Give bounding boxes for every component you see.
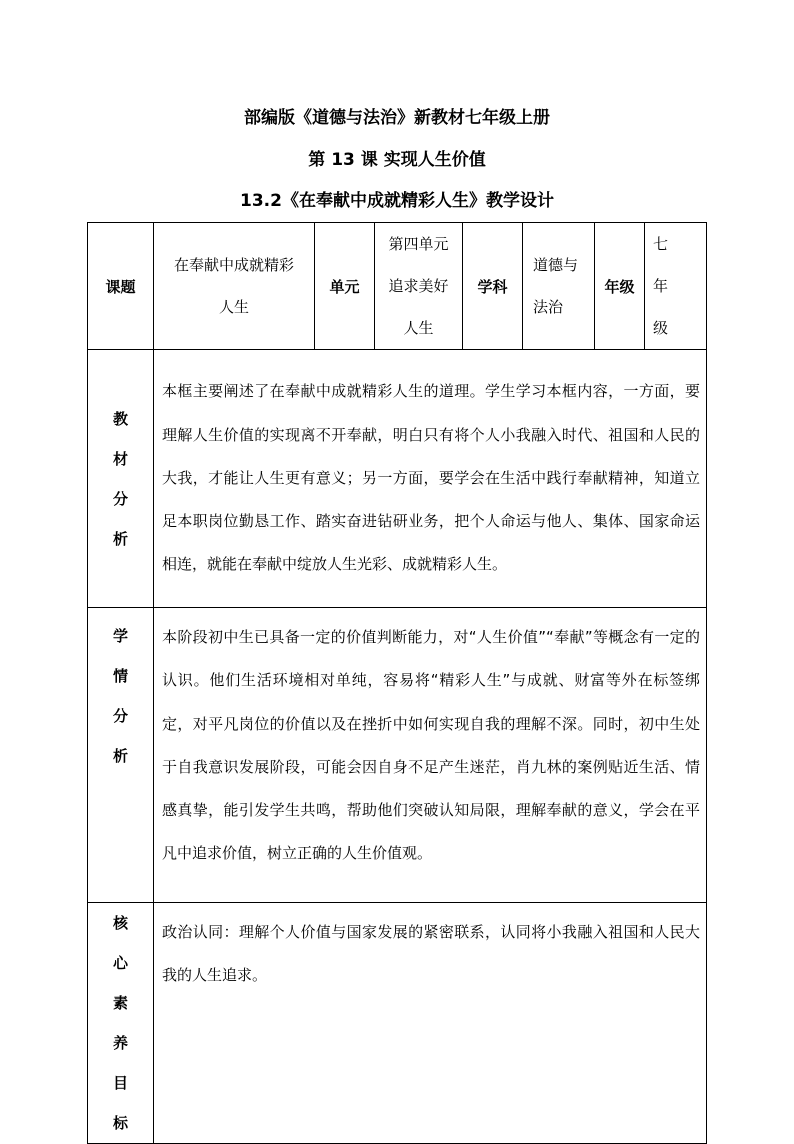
topic-value xyxy=(154,223,315,350)
subject-value xyxy=(523,223,595,350)
textbook-analysis-label-text: 教材分析 xyxy=(112,409,128,548)
subject-label: 学科 xyxy=(463,223,523,350)
info-row xyxy=(88,223,707,350)
grade-value xyxy=(645,223,707,350)
subject-value-text: 道德与法治 xyxy=(533,256,579,316)
topic-value-text: 在奉献中成就精彩人生 xyxy=(173,256,294,316)
unit-label: 单元 xyxy=(315,223,375,350)
student-analysis-label xyxy=(88,608,154,903)
lesson-design-table xyxy=(87,222,707,1144)
doc-title-line3: 13.2《在奉献中成就精彩人生》教学设计 xyxy=(240,191,554,211)
grade-label: 年级 xyxy=(595,223,645,350)
unit-value xyxy=(375,223,463,350)
core-literacy-label xyxy=(88,903,154,1144)
doc-title-line2: 第 13 课 实现人生价值 xyxy=(308,150,486,170)
student-analysis-text: 本阶段初中生已具备一定的价值判断能力，对“人生价值”“奉献”等概念有一定的认识。他们生活环境相对单纯，容易将“精彩人生”与成就、财富等外在标签绑定，对平凡岗位的价值以及在挫折中如何实现自我的理解不深。同时，初中生处于自我意识发展阶段，可能会因自身不足产生迷茫，肖九林的案例贴近生活、情感真挚，能引发学生共鸣，帮助他们突破认知局限，理解奉献的意义，学会在平凡中追求价值，树立正确的人生价值观。 xyxy=(154,608,707,903)
textbook-analysis-label xyxy=(88,350,154,608)
core-literacy-text: 政治认同：理解个人价值与国家发展的紧密联系，认同将小我融入祖国和人民大我的人生追求。 xyxy=(154,903,707,1144)
student-analysis-row xyxy=(88,608,707,903)
topic-label: 课题 xyxy=(88,223,154,350)
core-literacy-label-text: 核心素养目标 xyxy=(112,914,128,1132)
core-literacy-row xyxy=(88,903,707,1144)
student-analysis-label-text: 学情分析 xyxy=(112,627,128,765)
unit-value-text: 第四单元追求美好人生 xyxy=(388,235,449,337)
doc-title-line1: 部编版《道德与法治》新教材七年级上册 xyxy=(244,108,550,128)
textbook-analysis-text: 本框主要阐述了在奉献中成就精彩人生的道理。学生学习本框内容，一方面，要理解人生价值的实现离不开奉献，明白只有将个人小我融入时代、祖国和人民的大我，才能让人生更有意义；另一方面，要学会在生活中践行奉献精神，知道立足本职岗位勤恳工作、踏实奋进钻研业务，把个人命运与他人、集体、国家命运相连，就能在奉献中绽放人生光彩、成就精彩人生。 xyxy=(154,350,707,608)
textbook-analysis-row xyxy=(88,350,707,608)
grade-value-text: 七年级 xyxy=(653,235,683,337)
